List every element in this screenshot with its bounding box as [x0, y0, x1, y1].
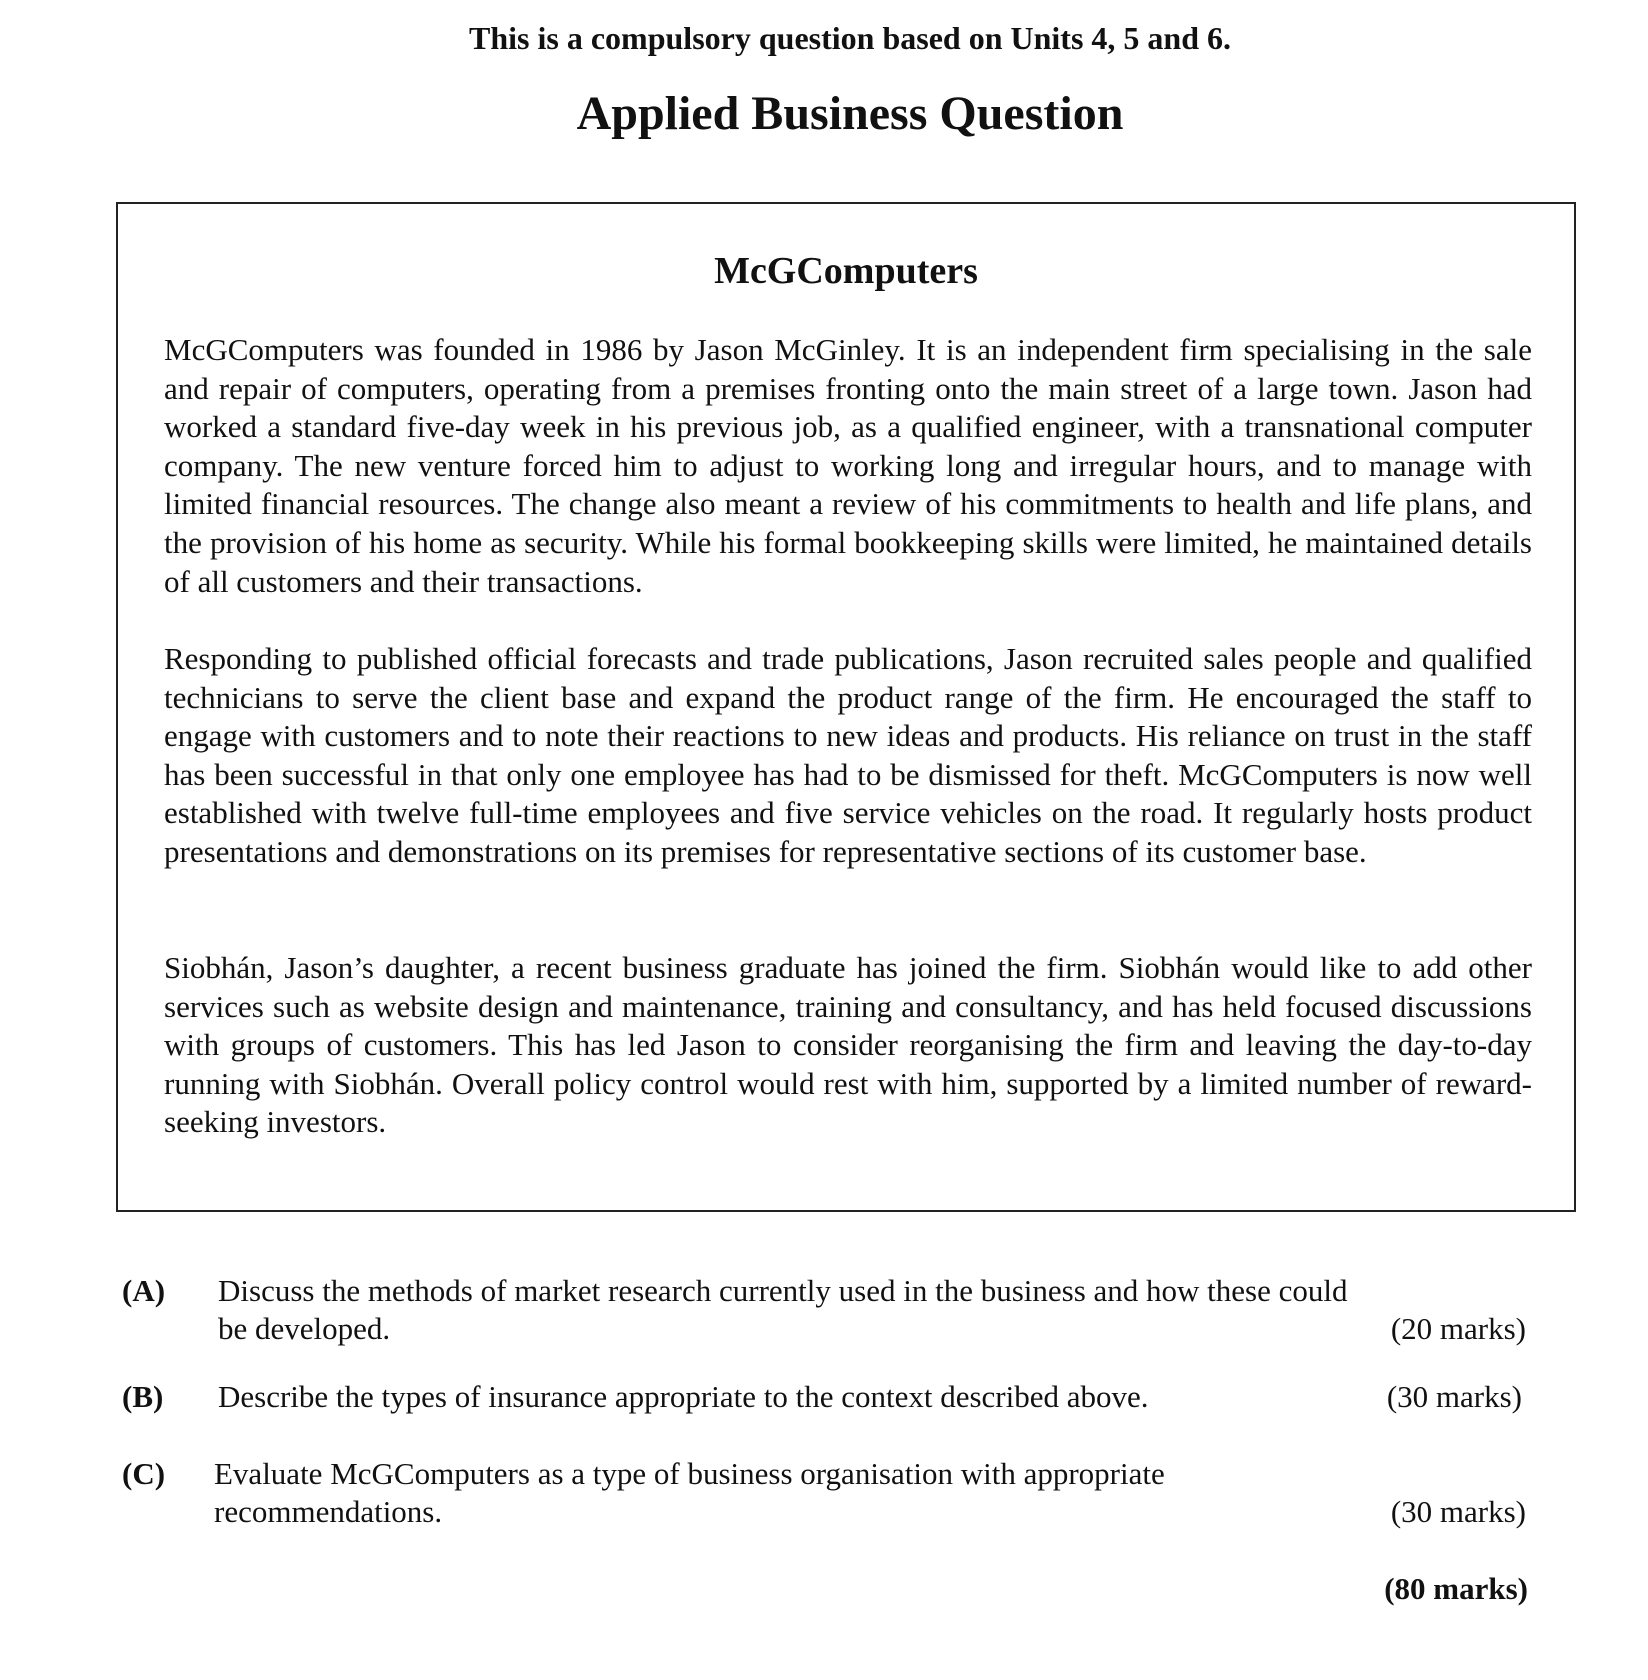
case-study-paragraph-2: Responding to published official forecasts and trade publications, Jason recruited sales people and qualified technicians to serve the client base and expand the product range of the firm. He encouraged the staff to engage with customers and to note their reactions to new ideas and products. His reliance on trust in the staff has been successful in that only one employee has had to be dismissed for theft. McGComputers is now well established with twelve full-time employees and five service vehicles on the road. It regularly hosts product presentations and demonstrations on its premises for representative sections of its customer base.: [164, 641, 1532, 869]
page-title: Applied Business Question: [576, 87, 1124, 140]
case-study-paragraph-3: Siobhán, Jason’s daughter, a recent business graduate has joined the firm. Siobhán would like to add other services such as website design and maintenance, training and consultancy, and has held focused discussions with groups of customers. This has led Jason to consider reorganising the firm and leaving the day-to-day running with Siobhán. Overall policy control would rest with him, supported by a limited number of reward-seeking investors.: [164, 950, 1532, 1140]
question-c-marks: (30 marks): [1390, 1494, 1526, 1529]
question-b: [122, 1378, 1532, 1418]
question-a-letter: (A): [122, 1273, 166, 1308]
question-b-text: Describe the types of insurance appropriate to the context described above.: [218, 1379, 1149, 1414]
question-c-letter: (C): [122, 1456, 166, 1491]
question-a: [122, 1272, 1532, 1352]
intro-line: This is a compulsory question based on Units 4, 5 and 6.: [469, 20, 1231, 56]
case-study-box: [116, 202, 1576, 1212]
total-marks: (80 marks): [1384, 1571, 1528, 1606]
case-study-title: McGComputers: [714, 250, 978, 292]
question-c-text: Evaluate McGComputers as a type of business organisation with appropriate recommendations.: [214, 1456, 1165, 1529]
case-study-paragraph-1: McGComputers was founded in 1986 by Jason McGinley. It is an independent firm specialising in the sale and repair of computers, operating from a premises fronting onto the main street of a large town. Jason had worked a standard five-day week in his previous job, as a qualified engineer, with a transnational computer company. The new venture forced him to adjust to working long and irregular hours, and to manage with limited financial resources. The change also meant a review of his commitments to health and life plans, and the provision of his home as security. While his formal bookkeeping skills were limited, he maintained details of all customers and their transactions.: [164, 332, 1532, 599]
question-c: [122, 1455, 1532, 1535]
question-a-text: Discuss the methods of market research currently used in the business and how these could be developed.: [218, 1273, 1348, 1346]
question-b-marks: (30 marks): [1386, 1379, 1522, 1414]
question-a-marks: (20 marks): [1390, 1311, 1526, 1346]
question-b-letter: (B): [122, 1379, 164, 1414]
